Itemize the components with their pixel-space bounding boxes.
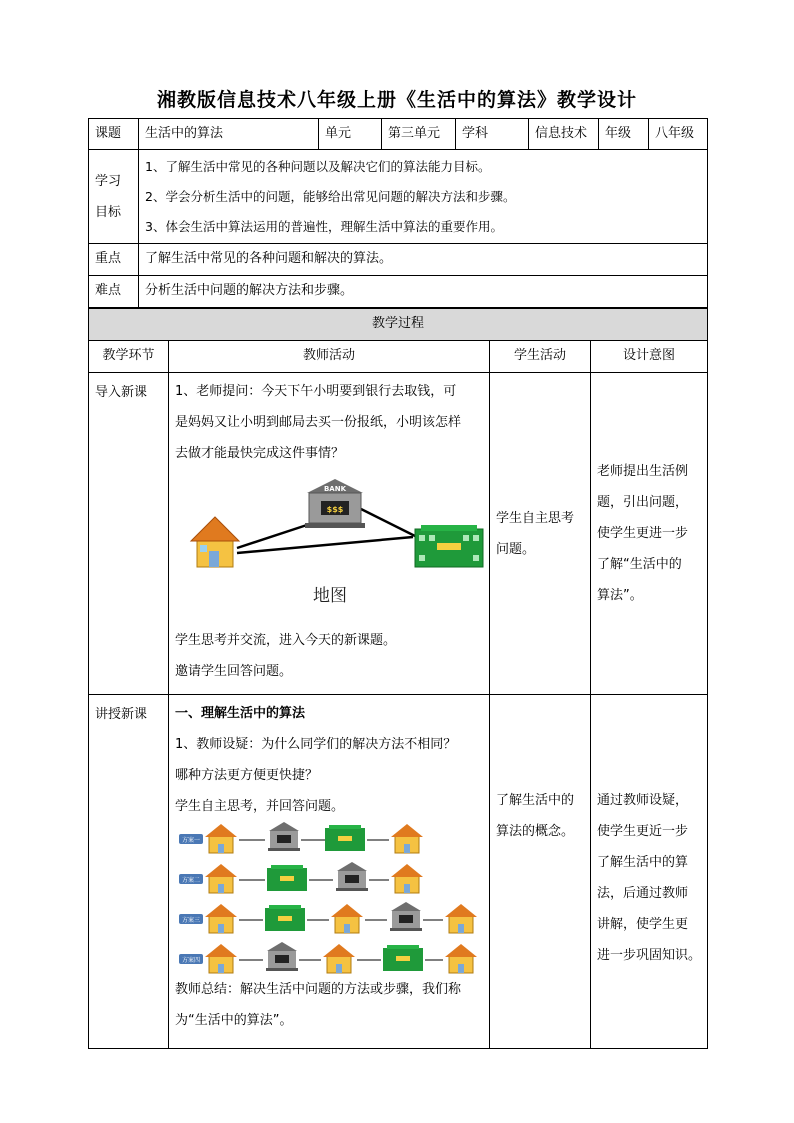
student-activity-new: 了解生活中的 算法的概念。 (490, 695, 591, 1049)
svg-text:方案二: 方案二 (181, 877, 201, 884)
col-teacher: 教师活动 (169, 341, 490, 373)
section-title: 一、理解生活中的算法 (175, 706, 306, 721)
bank-icon (305, 479, 365, 528)
objective-item: 2、学会分析生活中的问题，能够给出常见问题的解决方法和步骤。 (145, 188, 516, 204)
objective-item: 1、了解生活中常见的各种问题以及解决它们的算法能力目标。 (145, 158, 491, 174)
label-topic: 课题 (89, 119, 139, 150)
process-header: 教学过程 (89, 309, 708, 341)
col-student: 学生活动 (490, 341, 591, 373)
plan-row-1 (179, 822, 423, 853)
col-intent: 设计意图 (591, 341, 708, 373)
svg-text:$$$: $$$ (326, 505, 344, 514)
plan-row-2 (179, 862, 423, 893)
difficulty-label: 难点 (89, 276, 139, 308)
student-activity-intro: 学生自主思考 问题。 (490, 373, 591, 695)
teacher-activity-intro: 1、老师提问：今天下午小明要到银行去取钱，可 是妈妈又让小明到邮局去买一份报纸，小明该怎样 去做才能最快完成这件事情？ BANK $$$ 地图 学生思考并交流，进入今天的新课题。 邀请学生回答问题。 (169, 373, 490, 695)
design-intent-new: 通过教师设疑， 使学生更近一步 了解生活中的算 法，后通过教师 讲解，使学生更 进一步巩固知识。 (591, 695, 708, 1049)
label-grade: 年级 (599, 119, 649, 150)
teaching-process-table (88, 308, 708, 1049)
svg-text:BANK: BANK (323, 485, 347, 493)
svg-text:方案一: 方案一 (181, 837, 201, 844)
house-icon (191, 517, 239, 567)
plan-row-3 (179, 902, 477, 933)
label-unit: 单元 (319, 119, 382, 150)
label-subject: 学科 (456, 119, 529, 150)
topic-value: 生活中的算法 (139, 119, 319, 150)
objective-item: 3、体会生活中算法运用的普遍性，理解生活中算法的重要作用。 (145, 218, 503, 234)
document-title: 湘教版信息技术八年级上册《生活中的算法》教学设计 (156, 89, 637, 111)
stage-new: 讲授新课 (89, 695, 169, 1049)
course-info-table (88, 118, 708, 308)
difficulty-text: 分析生活中问题的解决方法和步骤。 (139, 276, 708, 308)
plan-row-4 (179, 942, 477, 973)
col-stage: 教学环节 (89, 341, 169, 373)
map-illustration (175, 469, 485, 625)
objectives-list (139, 150, 708, 244)
post-office-icon (415, 525, 483, 567)
grade-value: 八年级 (649, 119, 708, 150)
subject-value: 信息技术 (529, 119, 599, 150)
map-caption: 地图 (313, 586, 347, 606)
svg-text:方案四: 方案四 (181, 957, 201, 964)
teacher-activity-new: 一、理解生活中的算法 1、教师设疑：为什么同学们的解决方法不相同？ 哪种方法更方便更快捷？ 学生自主思考，并回答问题。 方案一 方案二 方案三 方案四 教师总结：解决生活中问题的方法或步骤，我们称 为“生活中的算法”。 (169, 695, 490, 1049)
objectives-label: 学习 目标 (89, 150, 139, 244)
key-point-label: 重点 (89, 244, 139, 276)
plans-illustration (175, 822, 485, 974)
stage-intro: 导入新课 (89, 373, 169, 695)
unit-value: 第三单元 (382, 119, 456, 150)
key-point-text: 了解生活中常见的各种问题和解决的算法。 (139, 244, 708, 276)
svg-text:方案三: 方案三 (181, 917, 201, 924)
design-intent-intro: 老师提出生活例 题，引出问题， 使学生更进一步 了解“生活中的 算法”。 (591, 373, 708, 695)
